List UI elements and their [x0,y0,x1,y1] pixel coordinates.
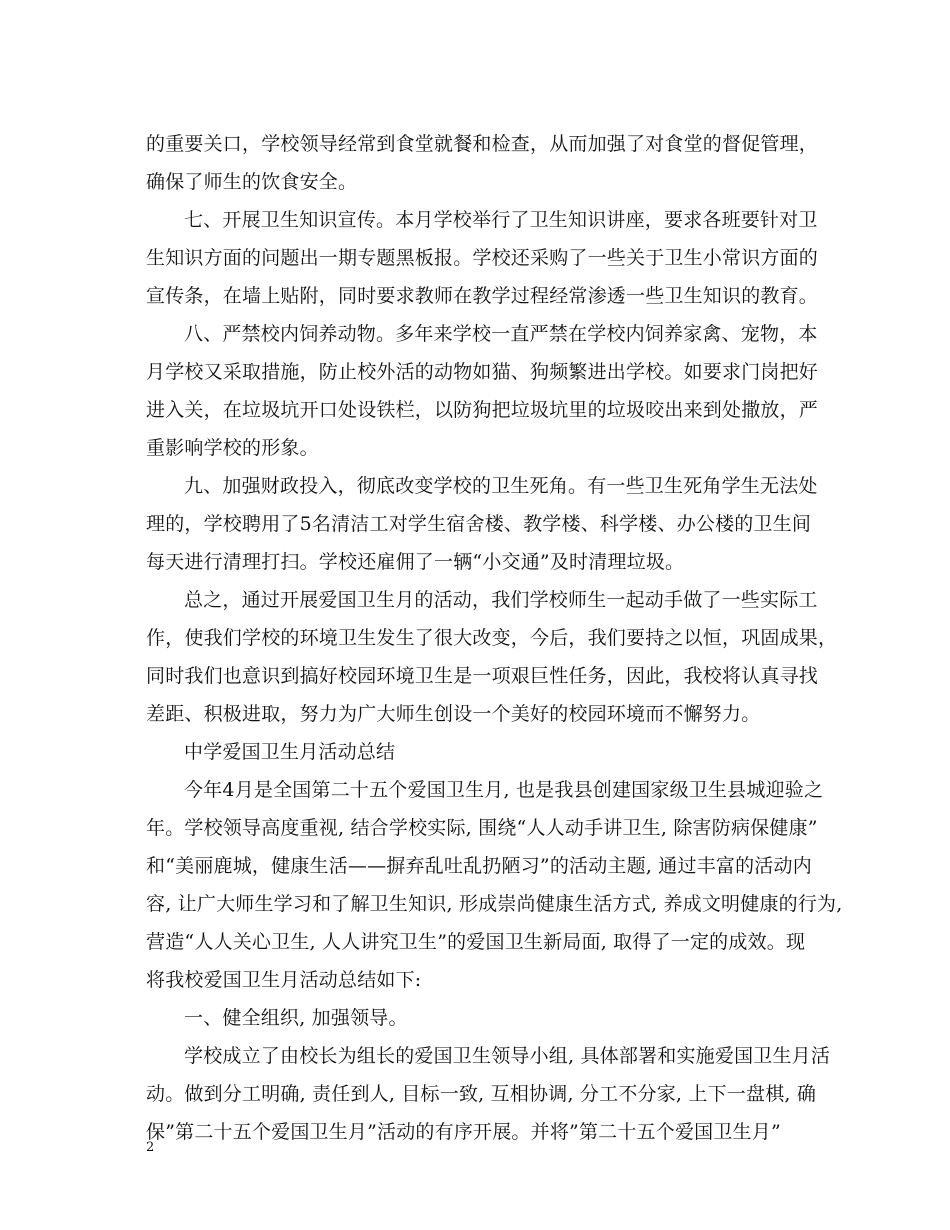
text-line: 总之，通过开展爱国卫生月的活动，我们学校师生一起动手做了一些实际工 [184,589,818,611]
text-line: 容, 让广大师生学习和了解卫生知识, 形成崇尚健康生活方式, 养成文明健康的行为, [146,893,843,915]
text-line: 生知识方面的问题出一期专题黑板报。学校还采购了一些关于卫生小常识方面的 [146,247,819,269]
text-line: 八、严禁校内饲养动物。多年来学校一直严禁在学校内饲养家禽、宠物，本 [184,323,818,345]
text-line: 学校成立了由校长为组长的爱国卫生领导小组, 具体部署和实施爱国卫生月活 [184,1045,831,1067]
text-line: 年。学校领导高度重视, 结合学校实际, 围绕“人人动手讲卫生, 除害防病保健康” [146,817,818,839]
text-line: 宣传条，在墙上贴附，同时要求教师在教学过程经常渗透一些卫生知识的教育。 [146,285,819,307]
text-line: 理的，学校聘用了5名清洁工对学生宿舍楼、教学楼、科学楼、办公楼的卫生间 [146,513,812,535]
text-line: 和“美丽鹿城，健康生活——摒弃乱吐乱扔陋习”的活动主题, 通过丰富的活动内 [146,855,812,877]
section-heading: 中学爱国卫生月活动总结 [184,741,396,763]
text-line: 同时我们也意识到搞好校园环境卫生是一项艰巨性任务，因此，我校将认真寻找 [146,665,819,687]
text-line: 七、开展卫生知识宣传。本月学校举行了卫生知识讲座，要求各班要针对卫 [184,209,818,231]
text-line: 的重要关口，学校领导经常到食堂就餐和检查，从而加强了对食堂的督促管理， [146,133,819,155]
text-line: 确保了师生的饮食安全。 [146,171,358,193]
text-line: 将我校爱国卫生月活动总结如下: [146,969,422,991]
text-line: 每天进行清理打扫。学校还雇佣了一辆“小交通”及时清理垃圾。 [146,551,685,573]
text-line: 重影响学校的形象。 [146,437,319,459]
page-number: 2 [146,1140,155,1155]
text-line: 进入关，在垃圾坑开口处设铁栏，以防狗把垃圾坑里的垃圾咬出来到处撒放，严 [146,399,819,421]
text-line: 保”第二十五个爱国卫生月”活动的有序开展。并将”第二十五个爱国卫生月” [146,1121,781,1143]
text-line: 今年4月是全国第二十五个爱国卫生月, 也是我县创建国家级卫生县城迎验之 [184,779,824,801]
text-line: 九、加强财政投入，彻底改变学校的卫生死角。有一些卫生死角学生无法处 [184,475,818,497]
text-line: 一、健全组织, 加强领导。 [184,1007,408,1029]
text-line: 营造“人人关心卫生, 人人讲究卫生”的爱国卫生新局面, 取得了一定的成效。现 [146,931,806,953]
text-line: 动。做到分工明确, 责任到人, 目标一致, 互相协调, 分工不分家, 上下一盘棋, 确 [146,1083,817,1105]
text-line: 月学校又采取措施，防止校外活的动物如猫、狗频繁进出学校。如要求门岗把好 [146,361,819,383]
text-line: 作，使我们学校的环境卫生发生了很大改变，今后，我们要持之以恒，巩固成果， [146,627,838,649]
text-line: 差距、积极进取，努力为广大师生创设一个美好的校园环境而不懈努力。 [146,703,761,725]
